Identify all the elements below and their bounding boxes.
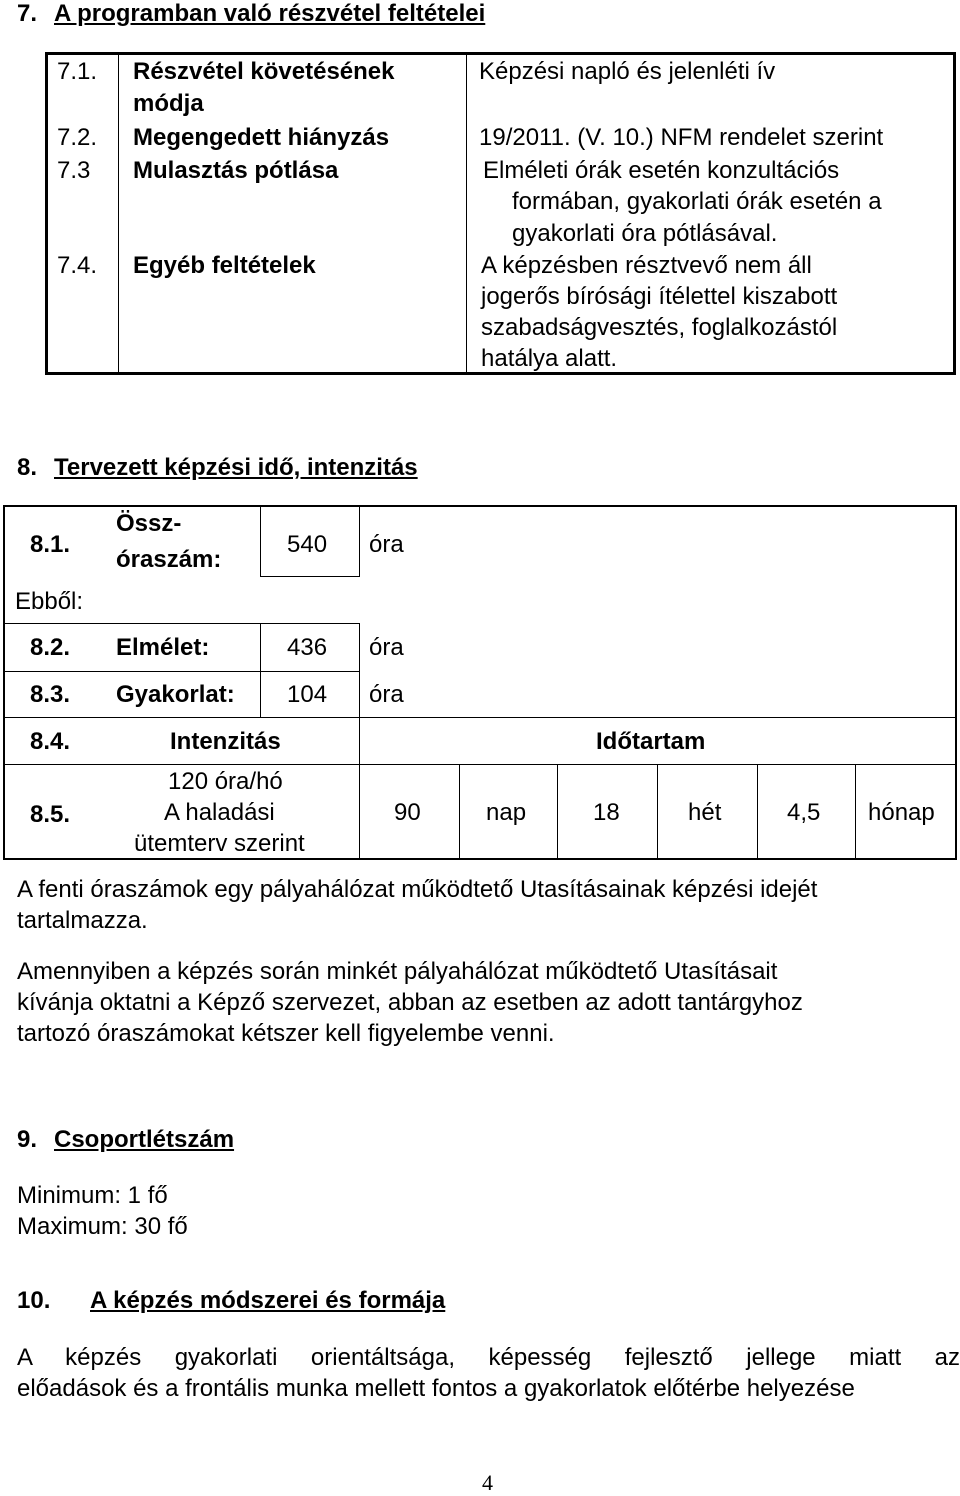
section-10-line1: A képzés gyakorlati orientáltsága, képesség fejlesztő jellege miatt az	[17, 1344, 960, 1371]
paragraph-1-line2: tartalmazza.	[17, 907, 148, 934]
row-7-4-label: Egyéb feltételek	[133, 252, 316, 279]
section-8-number: 8.	[17, 454, 38, 481]
row-7-4-number: 7.4.	[57, 252, 98, 279]
group-minimum: Minimum: 1 fő	[17, 1182, 168, 1209]
section-10-title: A képzés módszerei és formája	[90, 1287, 446, 1314]
section-9-number: 9.	[17, 1126, 38, 1153]
section-7-number: 7.	[17, 0, 38, 27]
row-8-2-unit: óra	[369, 634, 404, 661]
section-8-title: Tervezett képzési idő, intenzitás	[54, 454, 418, 481]
row-7-3-number: 7.3	[57, 157, 91, 184]
section-7-title: A programban való részvétel feltételei	[54, 0, 486, 27]
row-8-1-label-line1: Össz-	[116, 510, 182, 537]
duration-months: 4,5	[787, 799, 821, 826]
row-7-1-number: 7.1.	[57, 58, 98, 85]
intensity-line3: ütemterv szerint	[134, 830, 305, 857]
row-7-4-value-line2: jogerős bírósági ítélettel kiszabott	[481, 283, 838, 310]
section-10-line2: előadások és a frontális munka mellett fontos a gyakorlatok előtérbe helyezése	[17, 1375, 855, 1402]
row-8-3-value: 104	[287, 681, 328, 708]
row-7-3-value-line3: gyakorlati óra pótlásával.	[512, 220, 778, 247]
row-7-4-value-line4: hatálya alatt.	[481, 345, 618, 372]
row-7-3-value-line2: formában, gyakorlati órák esetén a	[512, 188, 882, 215]
row-8-1-label-line2: óraszám:	[116, 546, 222, 573]
row-7-2-number: 7.2.	[57, 124, 98, 151]
ebbol-label: Ebből:	[15, 588, 84, 615]
duration-weeks-unit: hét	[688, 799, 722, 826]
paragraph-1-line1: A fenti óraszámok egy pályahálózat működtető Utasításainak képzési idejét	[17, 876, 818, 903]
row-8-1-value: 540	[287, 531, 328, 558]
row-8-2-value: 436	[287, 634, 328, 661]
group-maximum: Maximum: 30 fő	[17, 1213, 188, 1240]
row-8-3-unit: óra	[369, 681, 404, 708]
duration-weeks: 18	[593, 799, 620, 826]
row-8-1-unit: óra	[369, 531, 404, 558]
paragraph-2-line3: tartozó óraszámokat kétszer kell figyelembe venni.	[17, 1020, 555, 1047]
row-8-3-label: Gyakorlat:	[116, 681, 235, 708]
paragraph-2-line1: Amennyiben a képzés során minkét pályahálózat működtető Utasításait	[17, 958, 778, 985]
row-8-5-number: 8.5.	[30, 801, 71, 828]
section-9-title: Csoportlétszám	[54, 1126, 235, 1153]
row-7-4-value-line1: A képzésben résztvevő nem áll	[481, 252, 812, 279]
row-7-3-label: Mulasztás pótlása	[133, 157, 339, 184]
row-7-2-label: Megengedett hiányzás	[133, 124, 390, 151]
row-8-3-number: 8.3.	[30, 681, 71, 708]
row-8-4-number: 8.4.	[30, 728, 71, 755]
row-7-4-value-line3: szabadságvesztés, foglalkozástól	[481, 314, 838, 341]
intensity-line2: A haladási	[164, 799, 275, 826]
row-7-2-value: 19/2011. (V. 10.) NFM rendelet szerint	[479, 124, 884, 151]
row-7-3-value-line1: Elméleti órák esetén konzultációs	[483, 157, 840, 184]
row-8-2-label: Elmélet:	[116, 634, 210, 661]
duration-days: 90	[394, 799, 421, 826]
row-7-1-value: Képzési napló és jelenléti ív	[479, 58, 776, 85]
intensity-line1: 120 óra/hó	[168, 768, 283, 795]
duration-months-unit: hónap	[868, 799, 935, 826]
section-10-number: 10.	[17, 1287, 51, 1314]
paragraph-2-line2: kívánja oktatni a Képző szervezet, abban az esetben az adott tantárgyhoz	[17, 989, 803, 1016]
row-7-1-label-line2: módja	[133, 90, 204, 117]
duration-header: Időtartam	[596, 728, 706, 755]
intensity-header: Intenzitás	[170, 728, 281, 755]
page-number: 4	[482, 1470, 493, 1495]
row-8-1-number: 8.1.	[30, 531, 71, 558]
row-7-1-label-line1: Részvétel követésének	[133, 58, 395, 85]
duration-days-unit: nap	[486, 799, 527, 826]
row-8-2-number: 8.2.	[30, 634, 71, 661]
